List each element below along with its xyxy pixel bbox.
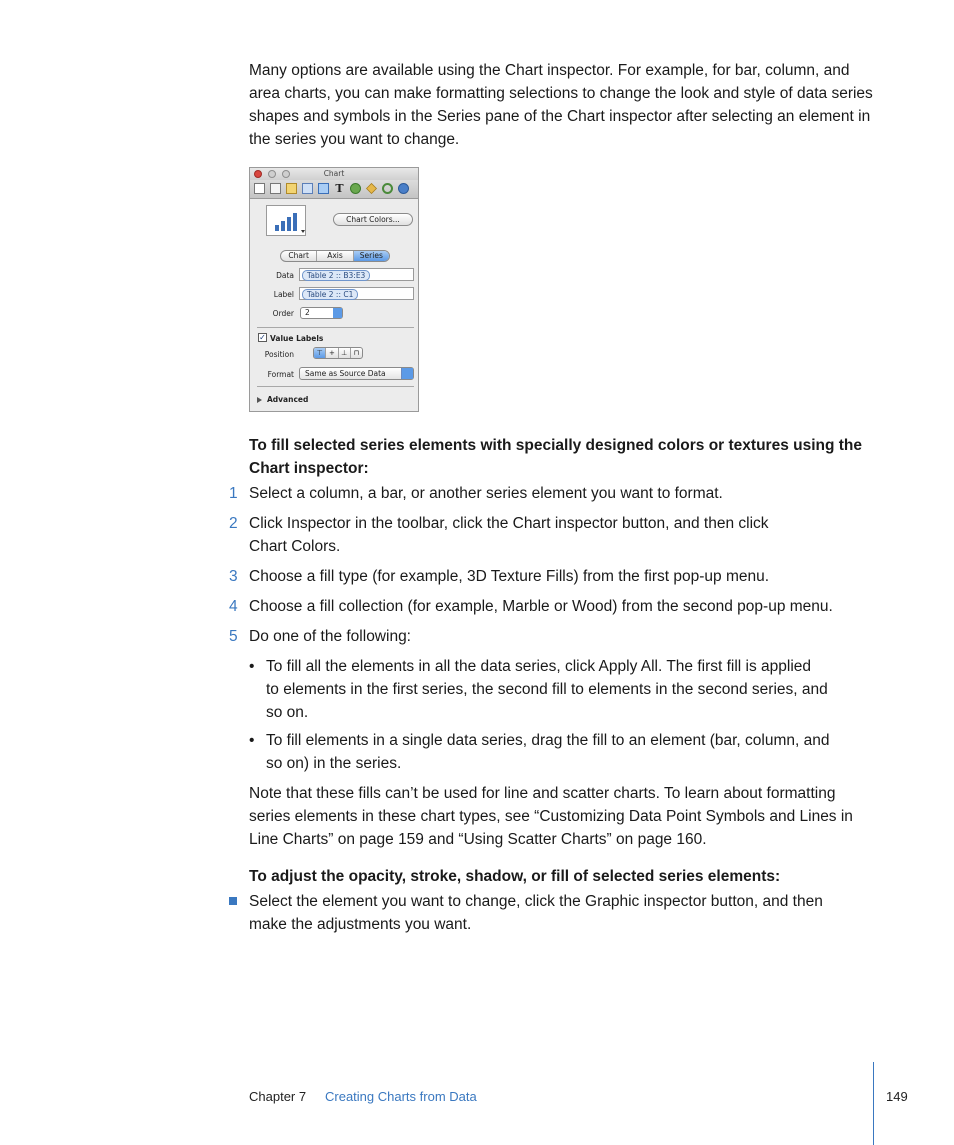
data-field[interactable]: [299, 268, 414, 281]
step-number: 1: [229, 485, 238, 502]
graph-icon[interactable]: [302, 183, 313, 194]
order-stepper[interactable]: [300, 307, 343, 319]
table-icon[interactable]: [286, 183, 297, 194]
divider: [257, 327, 414, 328]
tab-series[interactable]: Series: [354, 251, 389, 261]
chart-icon[interactable]: [318, 183, 329, 194]
graphic-icon[interactable]: [350, 183, 361, 194]
thumb-bar: [293, 213, 297, 231]
position-middle-button[interactable]: +: [326, 348, 338, 358]
position-label: Position: [264, 350, 294, 359]
inspector-tabs: [280, 250, 390, 262]
bullet-line: to elements in the first series, the second fill to elements in the second series, and: [266, 681, 828, 698]
bullet-line: so on.: [266, 704, 309, 721]
section-heading: To adjust the opacity, stroke, shadow, or fill of selected series elements:: [249, 868, 781, 885]
advanced-label[interactable]: Advanced: [267, 395, 309, 404]
bullet-mark: •: [249, 732, 255, 749]
position-outside-button[interactable]: ⊓: [353, 349, 360, 357]
step-text: Do one of the following:: [249, 628, 411, 645]
step-text-continued: Chart Colors.: [249, 538, 341, 555]
step-number: 2: [229, 515, 238, 532]
divider: [257, 386, 414, 387]
footer-divider: [873, 1062, 874, 1145]
data-token: Table 2 :: B3:E3: [302, 270, 370, 281]
stepper-arrows-icon[interactable]: [333, 308, 342, 318]
step-text: Choose a fill type (for example, 3D Texture Fills) from the first pop-up menu.: [249, 568, 770, 585]
chevron-down-icon[interactable]: [301, 230, 305, 233]
bullet-line: so on) in the series.: [266, 755, 402, 772]
position-top-button[interactable]: ⊤: [314, 348, 326, 358]
chart-inspector-panel: [249, 167, 419, 412]
footer-chapter-title: Creating Charts from Data: [325, 1089, 477, 1104]
metrics-icon[interactable]: [366, 183, 377, 194]
step-number: 4: [229, 598, 238, 615]
chart-colors-button[interactable]: Chart Colors...: [333, 213, 413, 226]
step-text: Select a column, a bar, or another series element you want to format.: [249, 485, 723, 502]
thumb-bar: [281, 221, 285, 231]
label-field[interactable]: [299, 287, 414, 300]
note-line: Note that these fills can’t be used for line and scatter charts. To learn about formatting: [249, 785, 836, 802]
layout-icon[interactable]: [270, 183, 281, 194]
final-line: Select the element you want to change, click the Graphic inspector button, and then: [249, 893, 823, 910]
format-value: Same as Source Data: [305, 369, 386, 378]
step-text: Choose a fill collection (for example, Marble or Wood) from the second pop-up menu.: [249, 598, 833, 615]
order-value: 2: [305, 308, 310, 317]
document-icon[interactable]: [254, 183, 265, 194]
value-labels-checkbox[interactable]: ✓: [259, 333, 266, 342]
format-label: Format: [267, 370, 294, 379]
note-line: Line Charts” on page 159 and “Using Scatter Charts” on page 160.: [249, 831, 707, 848]
format-popup[interactable]: [299, 367, 414, 380]
note-line: series elements in these chart types, see “Customizing Data Point Symbols and Lines in: [249, 808, 853, 825]
step-number: 3: [229, 568, 238, 585]
section-heading: To fill selected series elements with specially designed colors or textures using the Chart inspector:: [249, 437, 863, 477]
label-token: Table 2 :: C1: [302, 289, 358, 300]
step-number: 5: [229, 628, 238, 645]
thumb-bar: [275, 225, 279, 231]
value-labels-label: Value Labels: [270, 334, 324, 343]
intro-paragraph: Many options are available using the Chart inspector. For example, for bar, column, and area charts, you can make formatting selections to change the look and style of data series shapes and symbols in the Series pane of the Chart inspector after selecting an element in the series you want to change.: [249, 62, 873, 148]
chart-type-thumbnail[interactable]: [266, 205, 306, 236]
data-label: Data: [276, 271, 294, 280]
page-number: 149: [886, 1089, 908, 1104]
window-title: Chart: [323, 169, 345, 178]
popup-arrows-icon: [401, 368, 413, 379]
position-bottom-button[interactable]: ⊥: [339, 348, 351, 358]
link-icon[interactable]: [382, 183, 393, 194]
label-label: Label: [273, 290, 294, 299]
window-titlebar: [250, 168, 418, 180]
footer-chapter: Chapter 7: [249, 1089, 307, 1104]
color-icon[interactable]: [398, 183, 409, 194]
note-paragraph: [249, 782, 874, 851]
step-text: Click Inspector in the toolbar, click the Chart inspector button, and then click: [249, 515, 769, 532]
position-buttons: [313, 347, 363, 359]
final-item: [249, 890, 874, 936]
thumb-bar: [287, 217, 291, 231]
bullet-mark: •: [249, 658, 255, 675]
inspector-toolbar: [250, 180, 418, 199]
bullet-line: To fill elements in a single data series, drag the fill to an element (bar, column, and: [266, 732, 830, 749]
final-line: make the adjustments you want.: [249, 916, 472, 933]
bullet-line: To fill all the elements in all the data series, click Apply All. The first fill is applied: [266, 658, 812, 675]
tab-axis[interactable]: Axis: [317, 251, 353, 261]
square-bullet-icon: [229, 897, 237, 905]
order-label: Order: [272, 309, 294, 318]
tab-chart[interactable]: Chart: [281, 251, 317, 261]
text-icon[interactable]: T: [335, 182, 344, 195]
disclosure-triangle-icon[interactable]: [257, 397, 262, 403]
